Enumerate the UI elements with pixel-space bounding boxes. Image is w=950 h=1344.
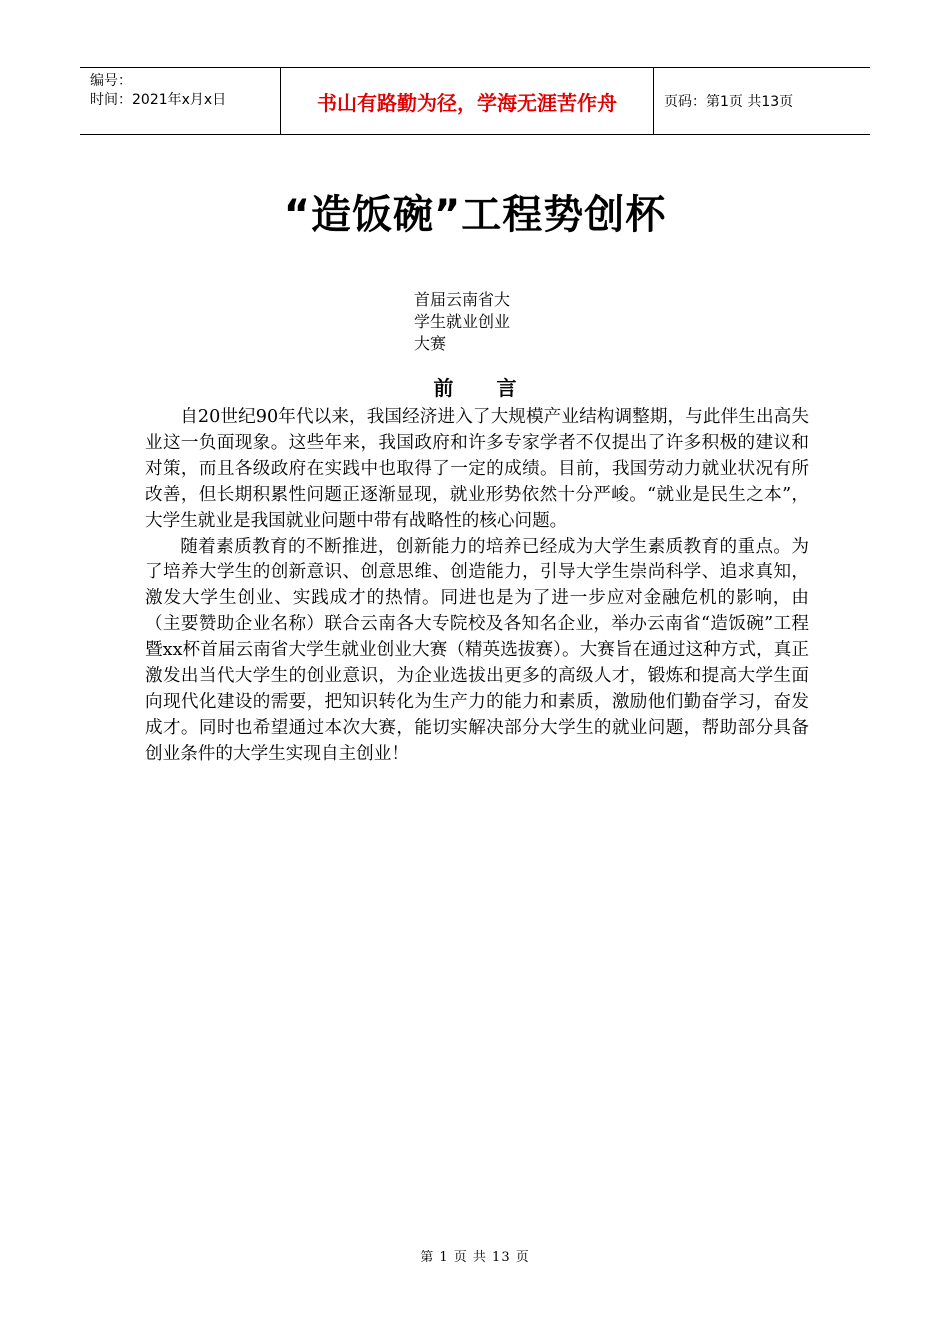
- header-motto: 书山有路勤为径，学海无涯苦作舟: [281, 68, 654, 134]
- organizer-line: 大赛: [414, 334, 447, 353]
- organizer-line: 首届云南省大: [414, 290, 511, 309]
- page-footer: 第 1 页 共 13 页: [420, 1250, 530, 1265]
- document-header: [80, 67, 870, 135]
- preface-heading: 前 言: [433, 376, 535, 400]
- body-paragraph: 随着素质教育的不断推进，创新能力的培养已经成为大学生素质教育的重点。为了培养大学生的创新意识、创意思维、创造能力，引导大学生崇尚科学、追求真知，激发大学生创业、实践成才的热情。同进也是为了进一步应对金融危机的影响，由（主要赞助企业名称）联合云南各大专院校及各知名企业，举办云南省“造饭碗”工程暨xx杯首届云南省大学生就业创业大赛（精英选拔赛）。大赛旨在通过这种方式，真正激发出当代大学生的创业意识，为企业选拔出更多的高级人才，锻炼和提高大学生面向现代化建设的需要，把知识转化为生产力的能力和素质，激励他们勤奋学习，奋发成才。同时也希望通过本次大赛，能切实解决部分大学生的就业问题，帮助部分具备创业条件的大学生实现自主创业！: [145, 536, 809, 764]
- document-title: “造饭碗”工程势创杯: [283, 192, 667, 238]
- document-date-label: 时间：2021年x月x日: [90, 92, 227, 108]
- header-page-info: 页码：第1页 共13页: [664, 94, 794, 110]
- document-number-label: 编号：: [90, 73, 132, 89]
- preface-body: [145, 405, 809, 768]
- header-meta-cell: [80, 68, 281, 134]
- organizer-line: 学生就业创业: [414, 312, 511, 331]
- organizer-block: [414, 289, 534, 355]
- body-paragraph: 自20世纪90年代以来，我国经济进入了大规模产业结构调整期，与此伴生出高失业这一负面现象。这些年来，我国政府和许多专家学者不仅提出了许多积极的建议和对策，而且各级政府在实践中也取得了一定的成绩。目前，我国劳动力就业状况有所改善，但长期积累性问题正逐渐显现，就业形势依然十分严峻。“就业是民生之本”，大学生就业是我国就业问题中带有战略性的核心问题。: [145, 407, 809, 531]
